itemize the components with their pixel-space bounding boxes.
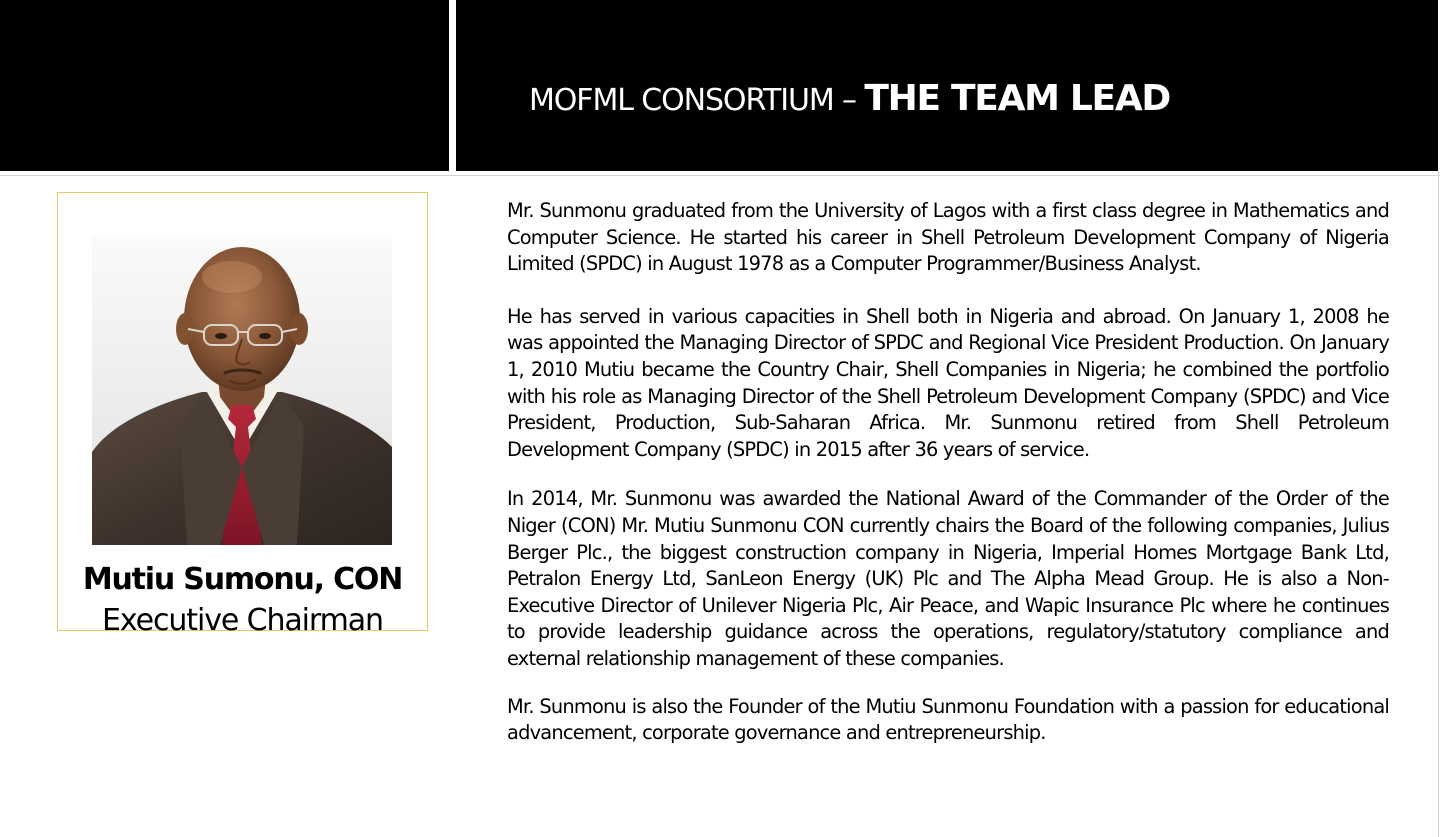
bio-paragraph: Mr. Sunmonu is also the Founder of the Mutiu Sunmonu Foundation with a passion for educational advancement, corporate governance and entrepreneurship. xyxy=(507,694,1389,745)
bio-paragraph: Mr. Sunmonu graduated from the University of Lagos with a first class degree in Mathematics and Computer Science. He started his career in Shell Petroleum Development Company of Nigeria Limited (SPDC) in August 1978 as a Computer Programmer/Business Analyst. xyxy=(507,199,1389,276)
portrait-photo xyxy=(92,237,392,545)
person-role: Executive Chairman xyxy=(102,603,383,638)
biography xyxy=(507,198,1389,747)
slide-edge xyxy=(1438,171,1439,837)
portrait-illustration xyxy=(92,237,392,545)
person-name: Mutiu Sumonu, CON xyxy=(82,562,403,597)
slide-title-prefix: MOFML CONSORTIUM – xyxy=(529,83,865,118)
bio-paragraph: He has served in various capacities in Shell both in Nigeria and abroad. On January 1, 2008 he was appointed the Managing Director of SPDC and Regional Vice President Production. On January 1, 2010 Mutiu became the Country Chair, Shell Companies in Nigeria; he combined the portfolio with his role as Managing Director of the Shell Petroleum Development Company (SPDC) and Vice President, Production, Sub-Saharan Africa. Mr. Sunmonu retired from Shell Petroleum Development Company (SPDC) in 2015 after 36 years of service. xyxy=(507,304,1389,461)
header-divider xyxy=(0,175,1440,176)
slide-title-emphasis: THE TEAM LEAD xyxy=(864,78,1170,119)
header-left-panel xyxy=(0,0,449,171)
slide-title xyxy=(529,78,1170,119)
bio-paragraph: In 2014, Mr. Sunmonu was awarded the National Award of the Commander of the Order of the Niger (CON) Mr. Mutiu Sunmonu CON currently chairs the Board of the following companies, Julius Berger Plc., the biggest construction company in Nigeria, Imperial Homes Mortgage Bank Ltd, Petralon Energy Ltd, SanLeon Energy (UK) Plc and The Alpha Mead Group. He is also a Non-Executive Director of Unilever Nigeria Plc, Air Peace, and Wapic Insurance Plc where he continues to provide leadership guidance across the operations, regulatory/statutory compliance and external relationship management of these companies. xyxy=(507,487,1389,670)
